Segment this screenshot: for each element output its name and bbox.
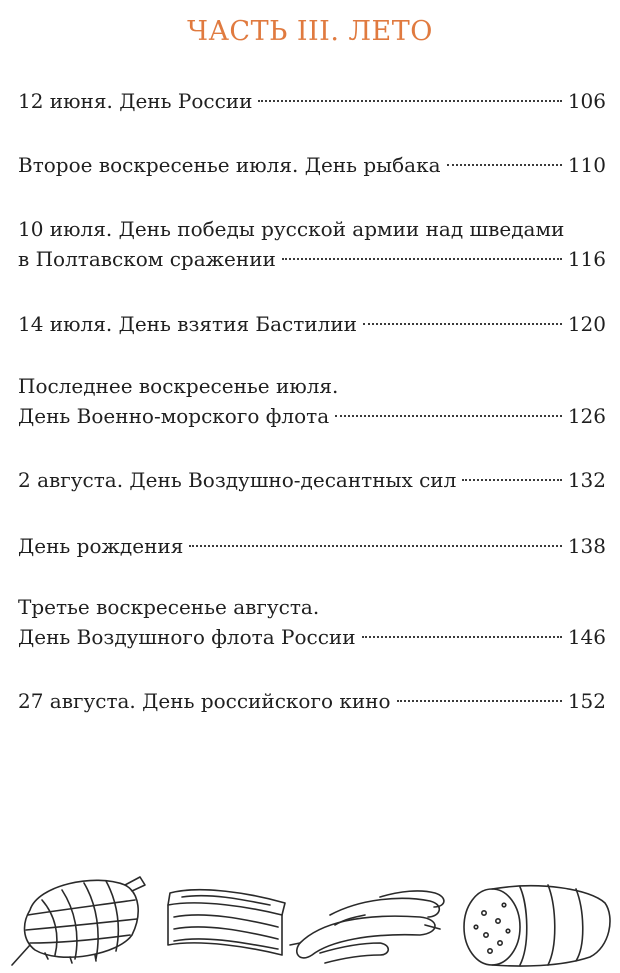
- toc-entry-title-line: Третье воскресенье августа.: [18, 595, 320, 619]
- toc-entry[interactable]: [18, 371, 606, 431]
- toc-entry-title: День рождения: [18, 534, 184, 558]
- dot-leader: [282, 258, 562, 260]
- toc-entry-title: 2 августа. День Воздушно-десантных сил: [18, 468, 457, 492]
- toc-entry-title-line: День Военно-морского флота: [18, 404, 330, 428]
- toc-entry-title-line: День Воздушного флота России: [18, 625, 356, 649]
- dot-leader: [363, 323, 562, 325]
- toc-page-number: 110: [567, 153, 606, 177]
- dot-leader: [462, 479, 561, 481]
- bacon-slices-icon: [168, 890, 285, 955]
- toc-entry[interactable]: [18, 686, 606, 716]
- toc-entry-title: 27 августа. День российского кино: [18, 689, 391, 713]
- toc-page-number: 132: [567, 468, 606, 492]
- toc-entry[interactable]: [18, 86, 606, 116]
- dot-leader: [258, 100, 561, 102]
- toc-page-number: 106: [567, 89, 606, 113]
- toc-entry[interactable]: [18, 592, 606, 652]
- sliced-salami-icon: [464, 885, 610, 966]
- toc-page-number: 152: [567, 689, 606, 713]
- toc-entry-title: Второе воскресенье июля. День рыбака: [18, 153, 441, 177]
- toc-entry[interactable]: [18, 150, 606, 180]
- toc-entry-title-line: 10 июля. День победы русской армии над шведами: [18, 217, 565, 241]
- toc-page-number: 120: [567, 312, 606, 336]
- food-illustrations: [0, 855, 620, 973]
- toc-entry-title: 12 июня. День России: [18, 89, 253, 113]
- toc-entry[interactable]: [18, 214, 606, 274]
- toc-entry[interactable]: [18, 531, 606, 561]
- dot-leader: [447, 164, 562, 166]
- dot-leader: [335, 415, 562, 417]
- sausages-icon: [290, 891, 444, 963]
- dot-leader: [189, 545, 561, 547]
- toc-page-number: 138: [567, 534, 606, 558]
- toc-entry-title-line: Последнее воскресенье июля.: [18, 374, 339, 398]
- toc-page-number: 146: [567, 625, 606, 649]
- dot-leader: [362, 636, 562, 638]
- tied-ham-icon: [12, 877, 145, 965]
- toc-page-number: 116: [567, 247, 606, 271]
- toc-entry[interactable]: [18, 465, 606, 495]
- toc-page-number: 126: [567, 404, 606, 428]
- dot-leader: [397, 700, 562, 702]
- toc-entry-title: 14 июля. День взятия Бастилии: [18, 312, 357, 336]
- part-title: ЧАСТЬ III. ЛЕТО: [187, 16, 433, 47]
- toc-entry[interactable]: [18, 309, 606, 339]
- toc-entry-title-line: в Полтавском сражении: [18, 247, 276, 271]
